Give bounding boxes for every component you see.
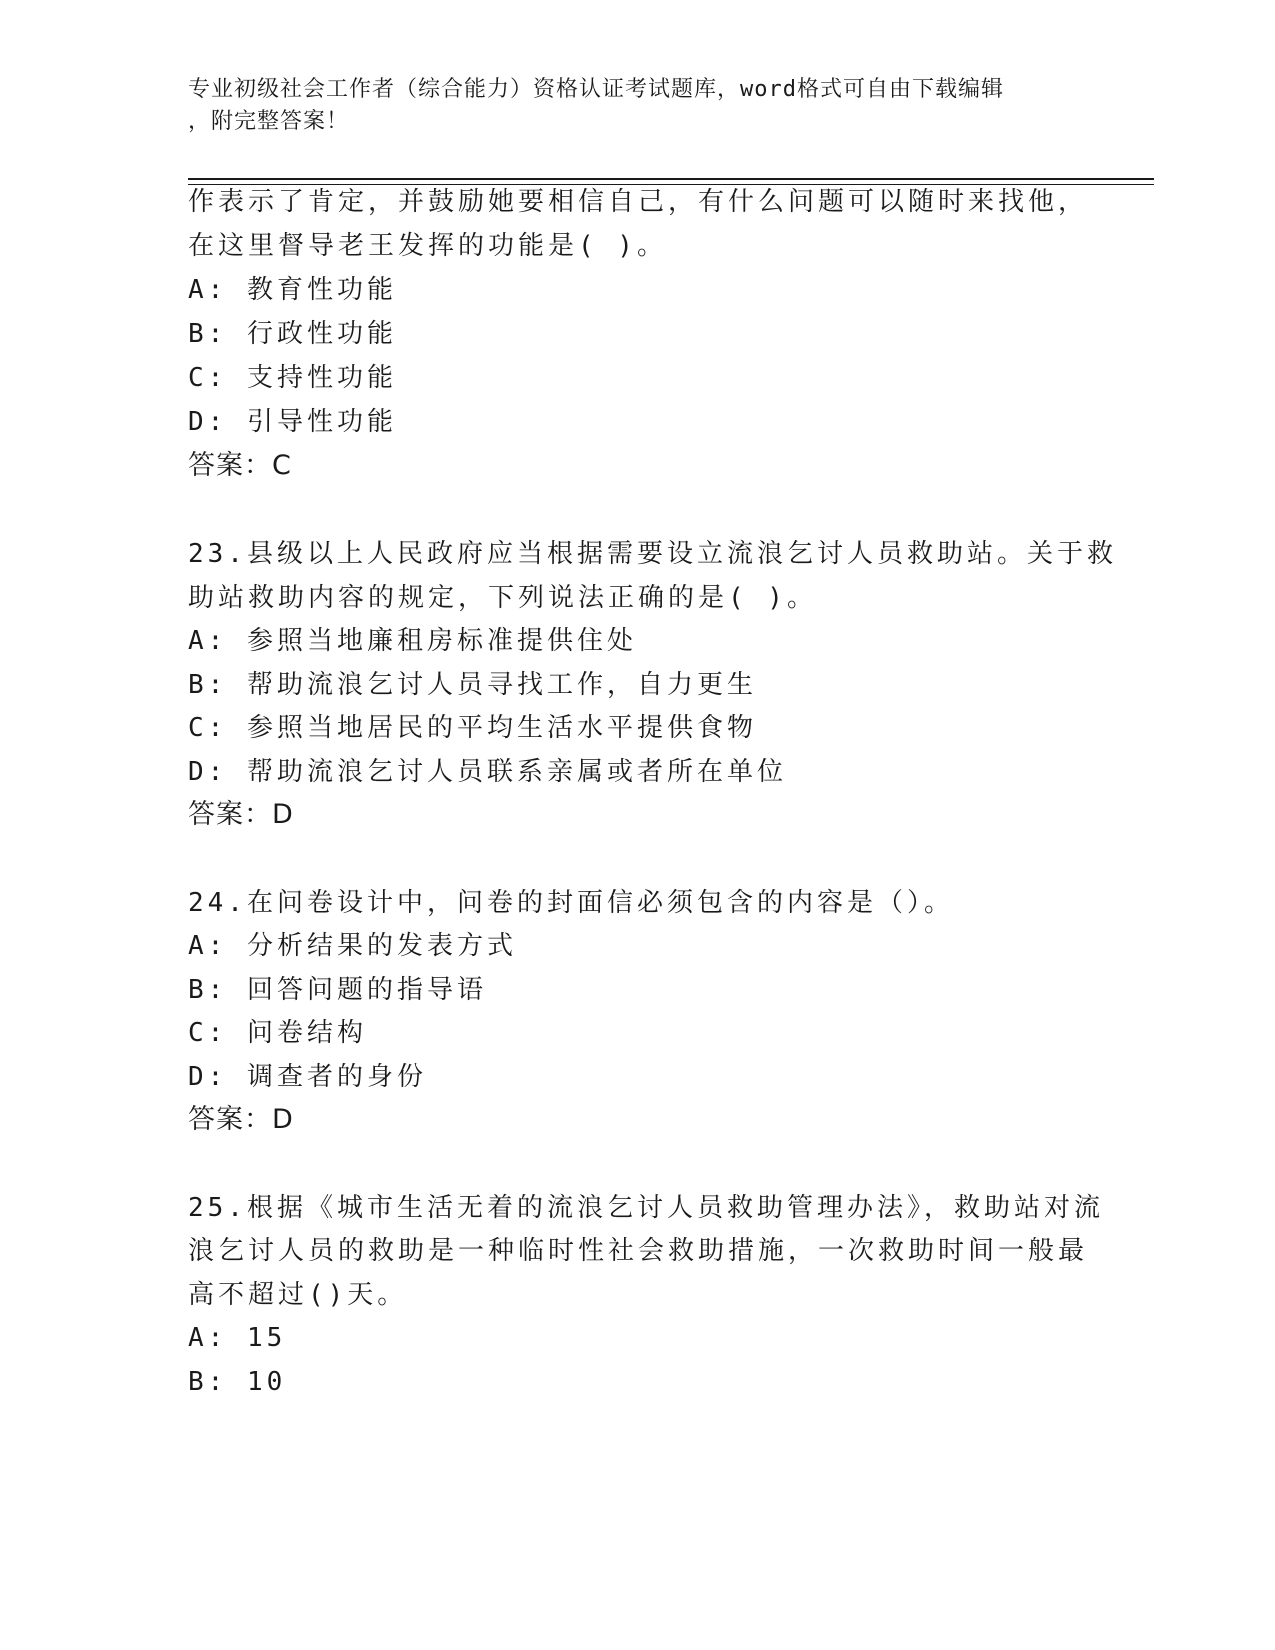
- q24-option-b: B: 回答问题的指导语: [188, 975, 487, 1005]
- q25-option-a: A: 15: [188, 1323, 287, 1353]
- q24-option-d: D: 调查者的身份: [188, 1062, 427, 1092]
- q23-option-b: B: 帮助流浪乞讨人员寻找工作，自力更生: [188, 670, 757, 700]
- q24-answer: 答案：D: [188, 1104, 294, 1135]
- q23-option-a: A: 参照当地廉租房标准提供住处: [188, 626, 637, 656]
- q25-text-line-1: 25.根据《城市生活无着的流浪乞讨人员救助管理办法》，救助站对流: [188, 1193, 1104, 1223]
- q22-option-d: D: 引导性功能: [188, 407, 397, 437]
- q24-option-a: A: 分析结果的发表方式: [188, 931, 517, 961]
- q23-option-d: D: 帮助流浪乞讨人员联系亲属或者所在单位: [188, 757, 787, 787]
- q23-text-line-1: 23.县级以上人民政府应当根据需要设立流浪乞讨人员救助站。关于救: [188, 539, 1117, 569]
- q23-text-line-2: 助站救助内容的规定，下列说法正确的是( )。: [188, 583, 817, 613]
- q22-option-b: B: 行政性功能: [188, 319, 397, 349]
- q22-text-line-2: 在这里督导老王发挥的功能是( )。: [188, 231, 667, 261]
- header-rule-thick: [188, 178, 1154, 180]
- q22-option-c: C: 支持性功能: [188, 363, 397, 393]
- header-line-2: ，附完整答案！: [188, 109, 350, 134]
- page-header: [188, 74, 1068, 138]
- q23-answer: 答案：D: [188, 799, 294, 830]
- q23-option-c: C: 参照当地居民的平均生活水平提供食物: [188, 713, 757, 743]
- q24-text-line-1: 24.在问卷设计中，问卷的封面信必须包含的内容是（）。: [188, 888, 954, 918]
- q25-option-b: B: 10: [188, 1367, 287, 1397]
- q25-text-line-3: 高不超过()天。: [188, 1280, 408, 1310]
- q22-answer: 答案：C: [188, 450, 292, 481]
- header-rule-thin: [188, 184, 1154, 185]
- q22-option-a: A: 教育性功能: [188, 275, 397, 305]
- q22-text-line-1: 作表示了肯定，并鼓励她要相信自己，有什么问题可以随时来找他，: [188, 187, 1089, 217]
- header-line-1: 专业初级社会工作者（综合能力）资格认证考试题库，word格式可自由下载编辑: [188, 77, 1004, 102]
- q24-option-c: C: 问卷结构: [188, 1018, 367, 1048]
- q25-text-line-2: 浪乞讨人员的救助是一种临时性社会救助措施，一次救助时间一般最: [188, 1236, 1089, 1266]
